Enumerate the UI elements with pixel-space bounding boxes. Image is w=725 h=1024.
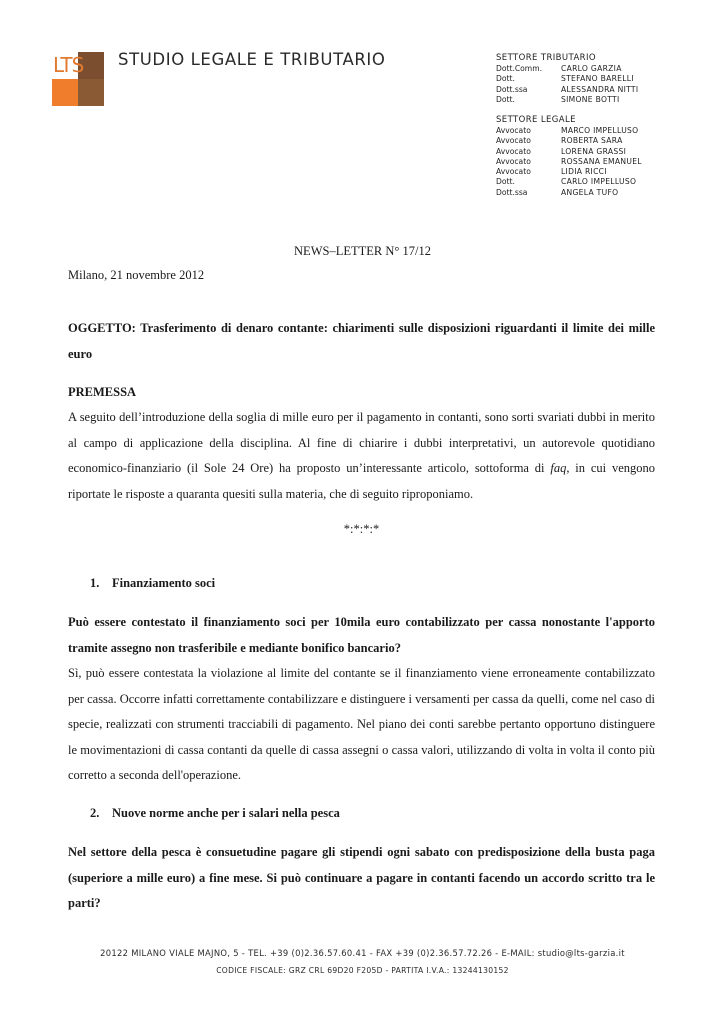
staff-title: Dott.ssa <box>496 84 528 94</box>
firm-logo <box>52 52 104 106</box>
staff-row <box>496 167 642 177</box>
staff-row <box>496 147 642 157</box>
staff-row <box>496 95 638 105</box>
section-title: Nuove norme anche per i salari nella pesca <box>112 805 340 820</box>
newsletter-number: NEWS–LETTER N° 17/12 <box>294 244 431 258</box>
section-heading <box>68 801 655 827</box>
question: Nel settore della pesca è consuetudine pagare gli stipendi ogni sabato con predisposizione della busta paga (superiore a mille euro) a fine mese. Si può continuare a pagare in contanti facendo un accordo scritto tra le parti? <box>68 845 655 910</box>
premessa-text: A seguito dell’introduzione della soglia di mille euro per il pagamento in contanti, sono sorti svariati dubbi in merito al campo di applicazione della disciplina. Al fine di chiarire i dubbi interpretativi, un autorevole quotidiano economico-finanziario (il Sole 24 Ore) ha proposto un’interessante articolo, sottoforma di <box>68 410 655 475</box>
staff-title: Dott. <box>496 94 515 104</box>
premessa-heading: PREMESSA <box>68 385 137 399</box>
question: Può essere contestato il finanziamento soci per 10mila euro contabilizzato per cassa nonostante l'apporto tramite assegno non trasferibile e mediante bonifico bancario? <box>68 615 655 655</box>
section-title: SETTORE LEGALE <box>496 115 576 125</box>
staff-title: Dott. <box>496 74 515 84</box>
staff-title: Dott.Comm. <box>496 64 543 73</box>
document-date: Milano, 21 novembre 2012 <box>68 268 205 282</box>
logo-quadrant <box>78 79 104 106</box>
staff-title: Avvocato <box>496 126 531 135</box>
staff-name: MARCO IMPELLUSO <box>561 126 639 135</box>
document-body <box>68 316 655 917</box>
staff-name: ROSSANA EMANUEL <box>561 156 642 166</box>
staff-list-tributario <box>496 52 638 105</box>
staff-row <box>496 85 638 95</box>
staff-title: Avvocato <box>496 146 531 156</box>
staff-row <box>496 188 642 198</box>
staff-row <box>496 126 642 136</box>
staff-name: SIMONE BOTTI <box>561 94 620 104</box>
section-number: 1. <box>90 575 100 590</box>
logo-text: LTS <box>53 53 84 77</box>
staff-title: Avvocato <box>496 156 531 166</box>
staff-name: STEFANO BARELLI <box>561 74 634 84</box>
staff-row <box>496 64 638 74</box>
staff-name: ALESSANDRA NITTI <box>561 84 639 94</box>
footer-tax-codes: CODICE FISCALE: GRZ CRL 69D20 F205D - PARTITA I.V.A.: 13244130152 <box>216 966 509 975</box>
section-number: 2. <box>90 805 100 820</box>
separator: *:*:*:* <box>343 522 380 536</box>
staff-name: ROBERTA SARA <box>561 136 623 146</box>
logo-quadrant <box>52 79 78 106</box>
premessa-text: , in cui vengono riportate le risposte a quaranta quesiti sulla materia, che di seguito riproponiamo. <box>68 461 655 501</box>
premessa-paragraph <box>68 405 655 507</box>
staff-title: Avvocato <box>496 136 531 146</box>
section-title: SETTORE TRIBUTARIO <box>496 53 596 63</box>
staff-name: LIDIA RICCI <box>561 167 607 177</box>
staff-row <box>496 136 642 146</box>
section-title: Finanziamento soci <box>112 575 216 590</box>
subject: OGGETTO: Trasferimento di denaro contante: chiarimenti sulle disposizioni riguardanti il limite dei mille euro <box>68 321 655 361</box>
staff-title: Avvocato <box>496 167 531 177</box>
staff-name: ANGELA TUFO <box>561 187 619 197</box>
section-heading <box>68 571 655 597</box>
staff-title: Dott.ssa <box>496 187 528 197</box>
faq-term: faq <box>550 461 567 475</box>
staff-row <box>496 177 642 187</box>
staff-title: Dott. <box>496 177 515 187</box>
staff-name: CARLO GARZIA <box>561 64 622 73</box>
footer-address: 20122 MILANO VIALE MAJNO, 5 - TEL. +39 (0)2.36.57.60.41 - FAX +39 (0)2.36.57.72.26 - E-MAIL: studio@lts-garzia.it <box>100 948 625 958</box>
staff-row <box>496 74 638 84</box>
staff-name: CARLO IMPELLUSO <box>561 177 637 187</box>
staff-list-legale <box>496 114 642 198</box>
answer: Sì, può essere contestata la violazione al limite del contante se il finanziamento viene erroneamente contabilizzato per cassa. Occorre infatti correttamente contabilizzare e distinguere i versamenti per cassa da quelli, come nel caso di specie, realizzati con strumenti tracciabili di pagamento. Nel piano dei conti sarebbe pertanto opportuno distinguere le movimentazioni di cassa contanti da quelle di cassa assegni o cassa valori, utilizzando di volta in volta il conto più corretto a seconda dell'operazione. <box>68 666 655 782</box>
staff-name: LORENA GRASSI <box>561 146 627 156</box>
firm-name: STUDIO LEGALE E TRIBUTARIO <box>118 50 386 69</box>
staff-row <box>496 157 642 167</box>
